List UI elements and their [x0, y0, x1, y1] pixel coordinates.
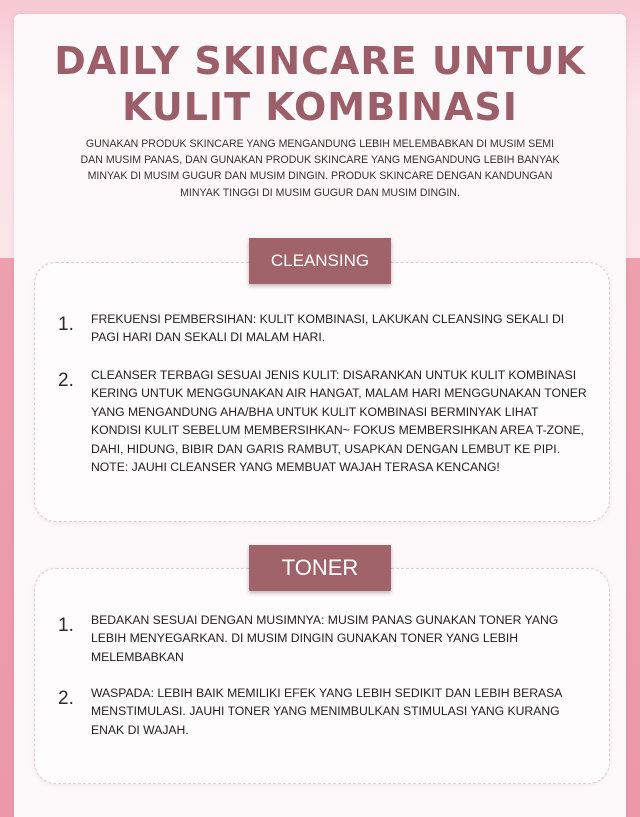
item-text: FREKUENSI PEMBERSIHAN: KULIT KOMBINASI, LAKUKAN CLEANSING SEKALI DI PAGI HARI DAN SEKALI DI MALAM HARI. [91, 312, 565, 345]
item-text: BEDAKAN SESUAI DENGAN MUSIMNYA: MUSIM PANAS GUNAKAN TONER YANG LEBIH MENYEGARKAN. DI MUSIM DINGIN GUNAKAN TONER YANG LEBIH MELEMBABKAN [91, 613, 559, 664]
item-number: 1. [58, 615, 74, 636]
item-text: WASPADA: LEBIH BAIK MEMILIKI EFEK YANG LEBIH SEDIKIT DAN LEBIH BERASA MENSTIMULASI. JAUHI TONER YANG MENIMBULKAN STIMULASI YANG KURANG ENAK DI WAJAH. [91, 686, 562, 737]
item-number: 2. [58, 370, 74, 391]
item-number: 1. [58, 314, 74, 335]
cleansing-badge: CLEANSING [249, 238, 391, 284]
item-text: CLEANSER TERBAGI SESUAI JENIS KULIT: DISARANKAN UNTUK KULIT KOMBINASI KERING UNTUK MENGGUNAKAN AIR HANGAT, MALAM HARI MENGGUNAKAN TONER YANG MENGANDUNG AHA/BHA UNTUK KULIT KOMBINASI BERMINYAK LIHAT KONDISI KULIT SEBELUM MEMBERSIHKAN~ FOKUS MEMBERSIHKAN AREA T-ZONE, DAHI, HIDUNG, BIBIR DAN GARIS RAMBUT, USAPKAN DENGAN LEMBUT KE PIPI. NOTE: JAUHI CLEANSER YANG MEMBUAT WAJAH TERASA KENCANG! [91, 368, 587, 475]
toner-badge: TONER [249, 545, 391, 591]
toner-card [34, 568, 610, 784]
page-title [0, 38, 640, 130]
item-number: 2. [58, 688, 74, 709]
title-line-1: DAILY SKINCARE UNTUK [54, 39, 586, 83]
title-line-2: KULIT KOMBINASI [122, 85, 518, 129]
intro-text: GUNAKAN PRODUK SKINCARE YANG MENGANDUNG LEBIH MELEMBABKAN DI MUSIM SEMI DAN MUSIM PANAS, DAN GUNAKAN PRODUK SKINCARE YANG MENGANDUNG LEBIH BANYAK MINYAK DI MUSIM GUGUR DAN MUSIM DINGIN. PRODUK SKINCARE DENGAN KANDUNGAN MINYAK TINGGI DI MUSIM GUGUR DAN MUSIM DINGIN. [80, 138, 560, 199]
